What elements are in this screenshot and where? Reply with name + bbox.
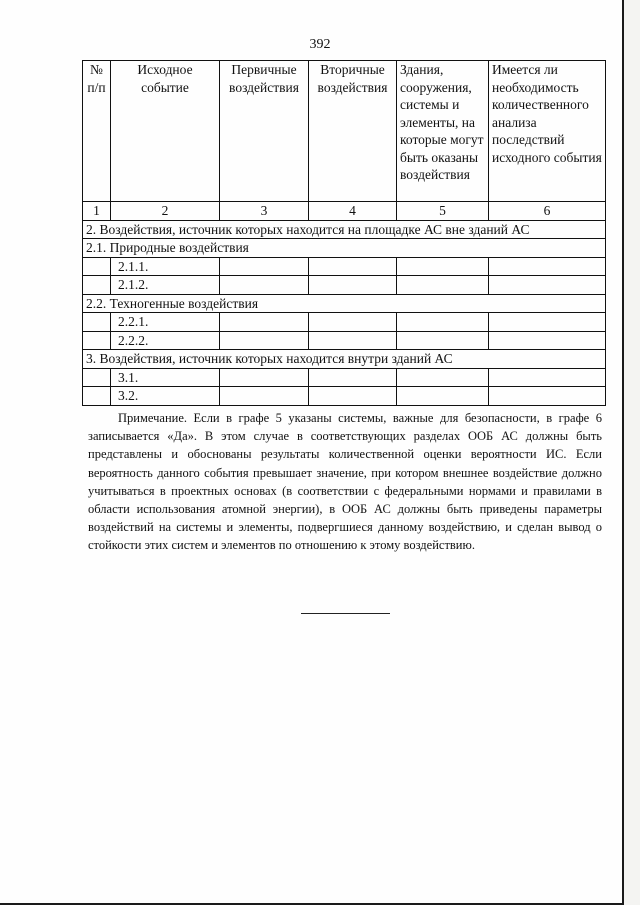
empty-cell (83, 387, 111, 406)
empty-cell (309, 313, 397, 332)
column-number: 1 (83, 202, 111, 221)
section-2-2-heading: 2.2. Техногенные воздействия (83, 294, 606, 313)
empty-cell (309, 257, 397, 276)
table-row (83, 387, 606, 406)
row-code: 2.1.2. (111, 276, 220, 295)
empty-cell (489, 313, 606, 332)
column-number: 4 (309, 202, 397, 221)
section-3-heading: 3. Воздействия, источник которых находится внутри зданий АС (83, 350, 606, 369)
empty-cell (309, 331, 397, 350)
header-initial-event: Исходное событие (111, 61, 220, 202)
empty-cell (220, 368, 309, 387)
row-code: 3.1. (111, 368, 220, 387)
header-affected-objects: Здания, сооружения, системы и элементы, на которые могут быть оказаны воздействия (397, 61, 489, 202)
empty-cell (397, 331, 489, 350)
page-number: 392 (309, 37, 331, 52)
row-code: 3.2. (111, 387, 220, 406)
header-analysis-needed: Имеется ли необходимость количественного анализа последствий исходного события (489, 61, 606, 202)
table-row (83, 313, 606, 332)
column-number: 5 (397, 202, 489, 221)
column-number: 3 (220, 202, 309, 221)
row-code: 2.1.1. (111, 257, 220, 276)
empty-cell (309, 368, 397, 387)
empty-cell (397, 313, 489, 332)
empty-cell (397, 387, 489, 406)
closing-divider (301, 613, 390, 614)
row-code: 2.2.2. (111, 331, 220, 350)
section-2-1-heading: 2.1. Природные воздействия (83, 239, 606, 258)
note-paragraph: Примечание. Если в графе 5 указаны системы, важные для безопасности, в графе 6 записывается «Да». В этом случае в соответствующих разделах ООБ АС должны быть представлены и обоснованы результаты количественной оценки вероятности ИС. Если вероятность данного события превышает значение, при котором внешнее воздействие должно учитываться в проектных основах (в соответствии с федеральными нормами и правилами в области использования атомной энергии), в ООБ АС должны быть приведены параметры воздействий на системы и элементы, подвергшиеся данному воздействию, и сделан вывод о стойкости этих систем и элементов по отношению к этому воздействию. (88, 411, 602, 553)
section-row (83, 239, 606, 258)
section-2-heading: 2. Воздействия, источник которых находится на площадке АС вне зданий АС (83, 220, 606, 239)
section-row (83, 294, 606, 313)
empty-cell (489, 257, 606, 276)
empty-cell (83, 257, 111, 276)
section-row (83, 220, 606, 239)
table-row (83, 331, 606, 350)
empty-cell (83, 368, 111, 387)
empty-cell (489, 331, 606, 350)
table-row (83, 368, 606, 387)
empty-cell (220, 387, 309, 406)
table-header-row (83, 61, 606, 202)
empty-cell (220, 331, 309, 350)
impacts-table (82, 60, 606, 406)
row-code: 2.2.1. (111, 313, 220, 332)
empty-cell (309, 276, 397, 295)
empty-cell (83, 313, 111, 332)
header-primary-impacts: Первичные воздействия (220, 61, 309, 202)
empty-cell (220, 313, 309, 332)
empty-cell (489, 387, 606, 406)
header-number: № п/п (83, 61, 111, 202)
empty-cell (489, 276, 606, 295)
table-note (88, 409, 602, 555)
empty-cell (309, 387, 397, 406)
empty-cell (83, 331, 111, 350)
header-secondary-impacts: Вторичные воздействия (309, 61, 397, 202)
empty-cell (220, 257, 309, 276)
empty-cell (397, 276, 489, 295)
empty-cell (397, 368, 489, 387)
table-row (83, 276, 606, 295)
table-row (83, 257, 606, 276)
empty-cell (83, 276, 111, 295)
column-number-row (83, 202, 606, 221)
column-number: 6 (489, 202, 606, 221)
column-number: 2 (111, 202, 220, 221)
empty-cell (220, 276, 309, 295)
empty-cell (489, 368, 606, 387)
empty-cell (397, 257, 489, 276)
section-row (83, 350, 606, 369)
